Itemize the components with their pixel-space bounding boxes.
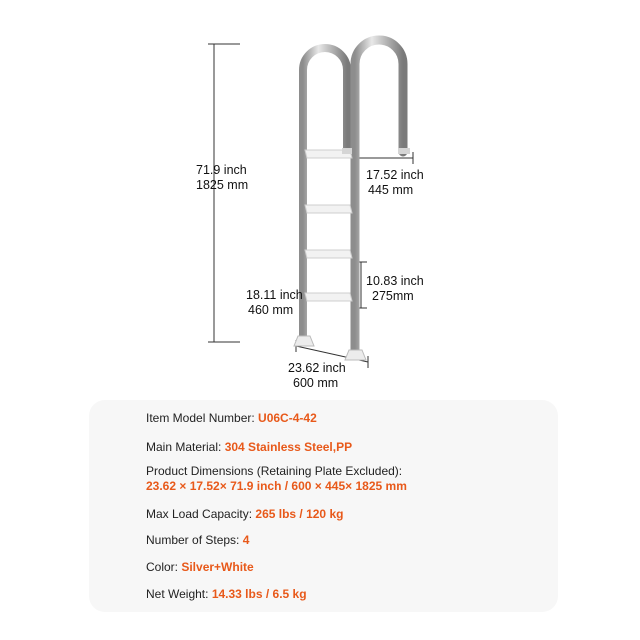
height-mm: 1825 mm [196,178,249,192]
spec-model [146,411,317,426]
spec-load-value: 265 lbs / 120 kg [255,507,344,521]
spec-dimensions [146,464,407,494]
ladder-steps [305,150,352,301]
step-3 [305,250,352,258]
step-2 [305,205,352,213]
spec-material-label: Main Material: [146,440,225,454]
spec-weight [146,587,307,602]
spec-color-label: Color: [146,560,182,574]
height-inch: 71.9 inch [196,163,247,177]
spec-dimensions-value: 23.62 × 17.52× 71.9 inch / 600 × 445× 1825 mm [146,479,407,493]
spec-model-label: Item Model Number: [146,411,259,425]
depth-inch: 18.11 inch [246,288,303,302]
spec-dimensions-label: Product Dimensions (Retaining Plate Excluded): [146,464,403,478]
depth-mm: 460 mm [248,303,294,317]
step-spacing-mm: 275mm [372,289,414,303]
step-4 [305,293,352,301]
inner-width-mm: 445 mm [368,183,414,197]
specs-panel [89,400,558,612]
spec-model-value: U06C-4-42 [258,411,317,425]
spec-load [146,507,343,522]
step-spacing-inch: 10.83 inch [366,274,424,288]
height-label [196,163,248,193]
base-width-mm: 600 mm [293,376,339,390]
inner-width-label [366,168,424,198]
spec-weight-label: Net Weight: [146,587,212,601]
base-width-label [288,361,346,391]
inner-width-inch: 17.52 inch [366,168,424,182]
top-bracket-back [342,148,352,154]
spec-color [146,560,254,575]
step-spacing-label [366,274,424,304]
top-bracket-front [398,148,410,154]
spec-material-value: 304 Stainless Steel,PP [224,440,353,454]
spec-steps-value: 4 [242,533,250,547]
spec-steps [146,533,249,548]
spec-steps-label: Number of Steps: [146,533,243,547]
spec-material [146,440,352,455]
foot-right [345,350,366,360]
spec-load-label: Max Load Capacity: [146,507,256,521]
depth-label [246,288,303,318]
spec-weight-value: 14.33 lbs / 6.5 kg [211,587,307,601]
base-width-inch: 23.62 inch [288,361,346,375]
spec-color-value: Silver+White [181,560,254,574]
foot-left [294,336,314,346]
